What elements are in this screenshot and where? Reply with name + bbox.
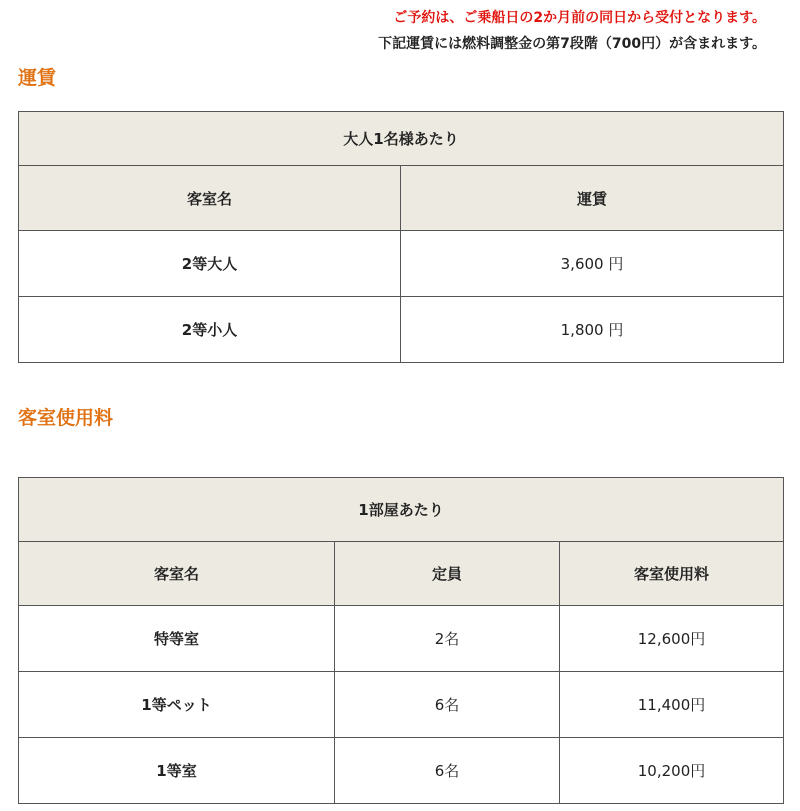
fare-header-room-name: 客室名 bbox=[19, 166, 401, 231]
room-fee-table bbox=[18, 477, 784, 804]
table-row bbox=[19, 738, 784, 804]
fare-room-name: 2等大人 bbox=[19, 231, 401, 297]
fare-amount: 3,600 円 bbox=[401, 231, 784, 297]
room-fee-section-title: 客室使用料 bbox=[18, 407, 114, 429]
fare-header-fare: 運賃 bbox=[401, 166, 784, 231]
table-row bbox=[19, 672, 784, 738]
room-fee: 12,600円 bbox=[560, 606, 784, 672]
fare-section-title: 運賃 bbox=[18, 67, 57, 89]
room-fee-table-caption: 1部屋あたり bbox=[19, 478, 784, 542]
room-fee: 10,200円 bbox=[560, 738, 784, 804]
room-capacity: 2名 bbox=[335, 606, 560, 672]
room-name: 特等室 bbox=[19, 606, 335, 672]
table-row bbox=[19, 231, 784, 297]
table-row bbox=[19, 606, 784, 672]
reservation-notice: ご予約は、ご乗船日の2か月前の同日から受付となります。 bbox=[393, 10, 766, 26]
room-name: 1等室 bbox=[19, 738, 335, 804]
room-header-room-name: 客室名 bbox=[19, 542, 335, 606]
room-capacity: 6名 bbox=[335, 738, 560, 804]
room-capacity: 6名 bbox=[335, 672, 560, 738]
room-header-capacity: 定員 bbox=[335, 542, 560, 606]
fare-room-name: 2等小人 bbox=[19, 297, 401, 363]
room-name: 1等ペット bbox=[19, 672, 335, 738]
fare-table-caption: 大人1名様あたり bbox=[19, 112, 784, 166]
table-row bbox=[19, 297, 784, 363]
fare-amount: 1,800 円 bbox=[401, 297, 784, 363]
fare-table bbox=[18, 111, 784, 363]
room-fee: 11,400円 bbox=[560, 672, 784, 738]
room-header-fee: 客室使用料 bbox=[560, 542, 784, 606]
fuel-surcharge-notice: 下記運賃には燃料調整金の第7段階（700円）が含まれます。 bbox=[378, 36, 766, 52]
